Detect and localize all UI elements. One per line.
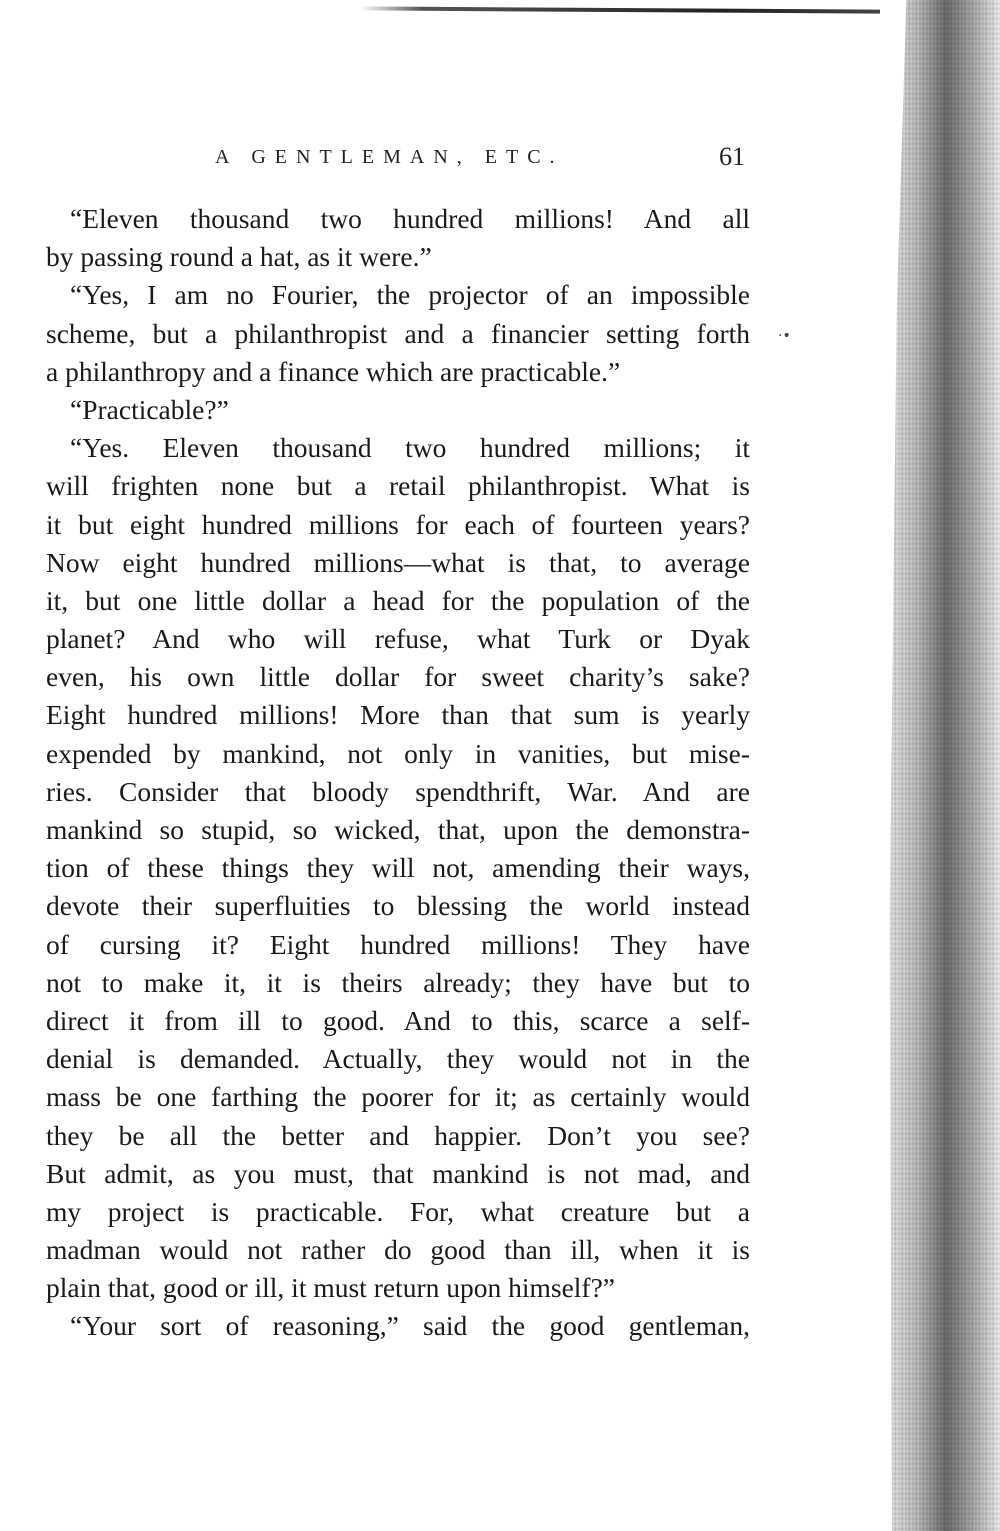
- text-line: mass be one farthing the poorer for it; as certainly would: [46, 1081, 750, 1113]
- running-title: A GENTLEMAN, ETC.: [215, 146, 564, 168]
- text-line: devote their superfluities to blessing the world instead: [46, 890, 750, 922]
- page-edge-shadow: [880, 0, 1000, 1531]
- text-line: Eight hundred millions! More than that sum is yearly: [46, 699, 750, 731]
- text-line: tion of these things they will not, amending their ways,: [46, 852, 750, 884]
- text-line: madman would not rather do good than ill, when it is: [46, 1234, 750, 1266]
- text-line: ries. Consider that bloody spendthrift, War. And are: [46, 775, 750, 807]
- text-line: they be all the better and happier. Don’t you see?: [46, 1119, 750, 1151]
- margin-mark: ·•: [778, 328, 791, 344]
- text-line: “Your sort of reasoning,” said the good gentleman,: [70, 1310, 750, 1342]
- text-line: not to make it, it is theirs already; they have but to: [46, 966, 750, 998]
- page-number: 61: [719, 142, 745, 171]
- text-line: mankind so stupid, so wicked, that, upon the demonstra-: [46, 814, 750, 845]
- page-header: [215, 142, 745, 176]
- text-line: direct it from ill to good. And to this, scarce a self-: [46, 1004, 750, 1036]
- text-line: my project is practicable. For, what creature but a: [46, 1195, 750, 1227]
- text-line: But admit, as you must, that mankind is not mad, and: [46, 1157, 750, 1189]
- text-line: denial is demanded. Actually, they would not in the: [46, 1043, 750, 1075]
- text-line: “Yes, I am no Fourier, the projector of an impossible: [70, 279, 750, 311]
- text-line: it but eight hundred millions for each of fourteen years?: [46, 508, 750, 540]
- text-line: scheme, but a philanthropist and a financier setting forth: [46, 317, 750, 349]
- text-line: it, but one little dollar a head for the population of the: [46, 584, 750, 616]
- text-line: by passing round a hat, as it were.”: [46, 241, 432, 273]
- text-line: planet? And who will refuse, what Turk or Dyak: [46, 623, 750, 655]
- text-line: Now eight hundred millions—what is that, to average: [46, 546, 750, 578]
- text-line: “Eleven thousand two hundred millions! And all: [70, 203, 750, 234]
- text-line: expended by mankind, not only in vanities, but mise-: [46, 737, 750, 769]
- body-text: [46, 200, 750, 1346]
- text-line: of cursing it? Eight hundred millions! They have: [46, 928, 750, 960]
- text-line: “Yes. Eleven thousand two hundred millions; it: [70, 432, 750, 464]
- text-line: will frighten none but a retail philanthropist. What is: [46, 470, 750, 502]
- text-line: even, his own little dollar for sweet charity’s sake?: [46, 661, 750, 693]
- text-line: a philanthropy and a finance which are practicable.”: [46, 355, 621, 387]
- text-line: “Practicable?”: [70, 393, 229, 425]
- top-rule: [360, 6, 880, 13]
- text-line: plain that, good or ill, it must return upon himself?”: [46, 1272, 616, 1304]
